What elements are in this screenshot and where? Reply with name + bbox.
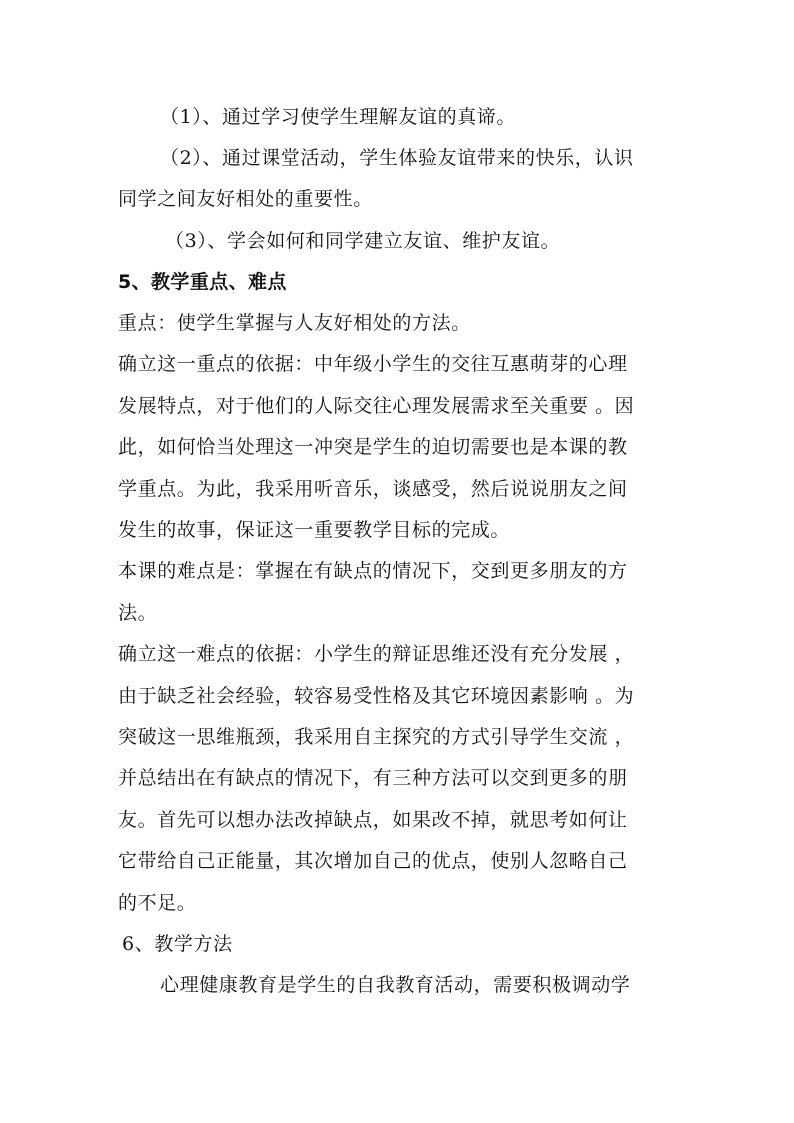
difficulty-line: 本课的难点是：掌握在有缺点的情况下，交到更多朋友的方: [118, 560, 628, 582]
difficulty-basis-line: 突破这一思维瓶颈，我采用自主探究的方式引导学生交流 ，: [118, 726, 635, 748]
key-basis-line: 发生的故事，保证这一重要教学目标的完成。: [118, 519, 511, 541]
objective-item-3: （3）、学会如何和同学建立友谊、维护友谊。: [165, 230, 561, 252]
difficulty-basis-line: 确立这一难点的依据：小学生的辩证思维还没有充分发展 ，: [118, 643, 635, 665]
section-5-heading: 5、教学重点、难点: [118, 271, 287, 293]
key-basis-line: 此，如何恰当处理这一冲突是学生的迫切需要也是本课的教: [118, 436, 628, 458]
section-6-heading: 6、教学方法: [122, 933, 233, 955]
difficulty-line: 法。: [118, 602, 158, 624]
key-point: 重点：使学生掌握与人友好相处的方法。: [118, 312, 471, 334]
difficulty-basis-line: 的不足。: [118, 892, 197, 914]
difficulty-basis-line: 它带给自己正能量，其次增加自己的优点，使别人忽略自己: [118, 850, 628, 872]
key-basis-line: 学重点。为此，我采用听音乐，谈感受，然后说说朋友之间: [118, 478, 628, 500]
key-basis-line: 确立这一重点的依据：中年级小学生的交往互惠萌芽的心理: [118, 353, 628, 375]
section-6-intro: 心理健康教育是学生的自我教育活动，需要积极调动学: [160, 974, 631, 996]
objective-item-2-line-2: 同学之间友好相处的重要性。: [118, 188, 373, 210]
difficulty-basis-line: 友。首先可以想办法改掉缺点，如果改不掉，就思考如何让: [118, 809, 628, 831]
objective-item-1: （1）、通过学习使学生理解友谊的真谛。: [160, 106, 516, 128]
key-basis-line: 发展特点，对于他们的人际交往心理发展需求至关重要 。因: [118, 395, 635, 417]
objective-item-2-line-1: （2）、通过课堂活动，学生体验友谊带来的快乐，认识: [160, 147, 634, 169]
difficulty-basis-line: 并总结出在有缺点的情况下，有三种方法可以交到更多的朋: [118, 767, 628, 789]
difficulty-basis-line: 由于缺乏社会经验，较容易受性格及其它环境因素影响 。为: [118, 685, 635, 707]
